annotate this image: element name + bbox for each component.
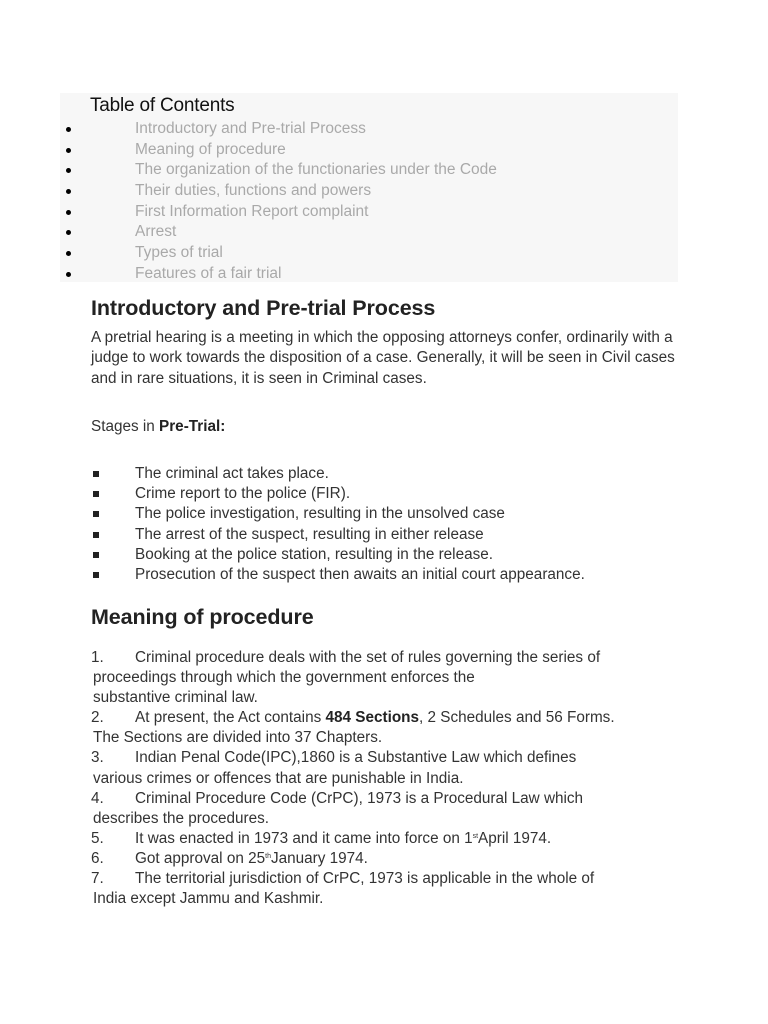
toc-link[interactable]: Types of trial [135, 244, 223, 262]
toc-link[interactable]: Introductory and Pre-trial Process [135, 120, 366, 137]
list-item-text: Crime report to the police (FIR). [135, 485, 351, 503]
toc-link[interactable]: First Information Report complaint [135, 202, 369, 220]
stages-label [91, 417, 225, 437]
toc-link[interactable]: Features of a fair trial [135, 264, 282, 282]
stages-prefix: Stages in [91, 418, 160, 435]
list-item-text [91, 648, 681, 708]
list-number: 2. [91, 709, 104, 727]
text-run: It was enacted in 1973 and it came into force on 1 [135, 829, 473, 847]
square-bullet-icon [93, 532, 99, 538]
bold-text: 484 Sections [325, 709, 420, 727]
text-run: , 2 Schedules and 56 Forms. [419, 709, 615, 727]
list-item [91, 748, 681, 788]
text-line: The territorial jurisdiction of CrPC, 1973 is applicable in the whole of [135, 870, 595, 888]
square-bullet-icon [93, 491, 99, 497]
text-line: India except Jammu and Kashmir. [93, 890, 324, 908]
text-run: April 1974. [478, 829, 552, 847]
superscript: th [265, 852, 271, 860]
list-item-text [91, 849, 681, 869]
list-number: 1. [91, 649, 104, 666]
bullet-icon [66, 272, 71, 277]
text-line: substantive criminal law. [93, 689, 258, 707]
text-run: At present, the Act contains [135, 709, 326, 727]
toc-link[interactable]: Arrest [135, 223, 177, 241]
list-item [91, 829, 681, 849]
bullet-icon [66, 251, 71, 256]
text-line: Indian Penal Code(IPC),1860 is a Substantive Law which defines [135, 749, 577, 767]
bullet-icon [66, 168, 71, 173]
list-number: 6. [91, 849, 104, 867]
text-line: Criminal Procedure Code (CrPC), 1973 is a Procedural Law which [135, 789, 584, 807]
list-number: 3. [91, 749, 104, 767]
list-item [91, 849, 681, 869]
text-line: proceedings through which the government enforces the [93, 669, 475, 687]
list-item-text [91, 789, 681, 829]
list-number: 5. [91, 829, 104, 847]
square-bullet-icon [93, 471, 99, 477]
superscript: st [472, 832, 479, 840]
procedure-list [91, 648, 681, 909]
list-item-text: The police investigation, resulting in the unsolved case [135, 505, 505, 523]
table-of-contents [60, 93, 678, 282]
text-run: January 1974. [270, 849, 368, 867]
list-item-text [91, 748, 681, 788]
list-item [91, 648, 681, 708]
list-item-text: Prosecution of the suspect then awaits an initial court appearance. [135, 565, 585, 583]
list-item-text [91, 708, 681, 748]
list-number: 4. [91, 789, 104, 807]
text-line: Criminal procedure deals with the set of rules governing the series of [135, 649, 601, 666]
list-item [91, 708, 681, 748]
toc-link[interactable]: Meaning of procedure [135, 140, 286, 158]
toc-title: Table of Contents [90, 95, 235, 116]
list-item-text: The arrest of the suspect, resulting in either release [135, 525, 484, 543]
bullet-icon [66, 230, 71, 235]
square-bullet-icon [93, 552, 99, 558]
list-item [91, 869, 681, 909]
list-item-text [91, 829, 681, 849]
list-item [91, 789, 681, 829]
list-number: 7. [91, 870, 104, 888]
list-item-text [91, 869, 681, 909]
square-bullet-icon [93, 572, 99, 578]
text-run: Got approval on 25 [135, 849, 266, 867]
toc-link[interactable]: The organization of the functionaries under the Code [135, 161, 497, 179]
bullet-icon [66, 189, 71, 194]
section-heading-procedure: Meaning of procedure [91, 605, 314, 629]
square-bullet-icon [93, 511, 99, 517]
text-line: The Sections are divided into 37 Chapters. [93, 729, 383, 747]
section-heading-pretrial: Introductory and Pre-trial Process [91, 296, 436, 320]
bullet-icon [66, 148, 71, 153]
bullet-icon [66, 127, 71, 132]
bullet-icon [66, 210, 71, 215]
stages-bold: Pre-Trial: [159, 418, 226, 435]
pretrial-paragraph: A pretrial hearing is a meeting in which the opposing attorneys confer, ordinarily with a judge to work towards the disposition of a case. Generally, it will be seen in Civil cases and in rare situations, it is seen in Criminal cases. [91, 329, 675, 387]
text-line: describes the procedures. [93, 809, 270, 827]
toc-link[interactable]: Their duties, functions and powers [135, 182, 372, 200]
list-item-text: Booking at the police station, resulting in the release. [135, 545, 493, 563]
list-item-text: The criminal act takes place. [135, 465, 329, 482]
text-line: various crimes or offences that are punishable in India. [93, 769, 464, 787]
